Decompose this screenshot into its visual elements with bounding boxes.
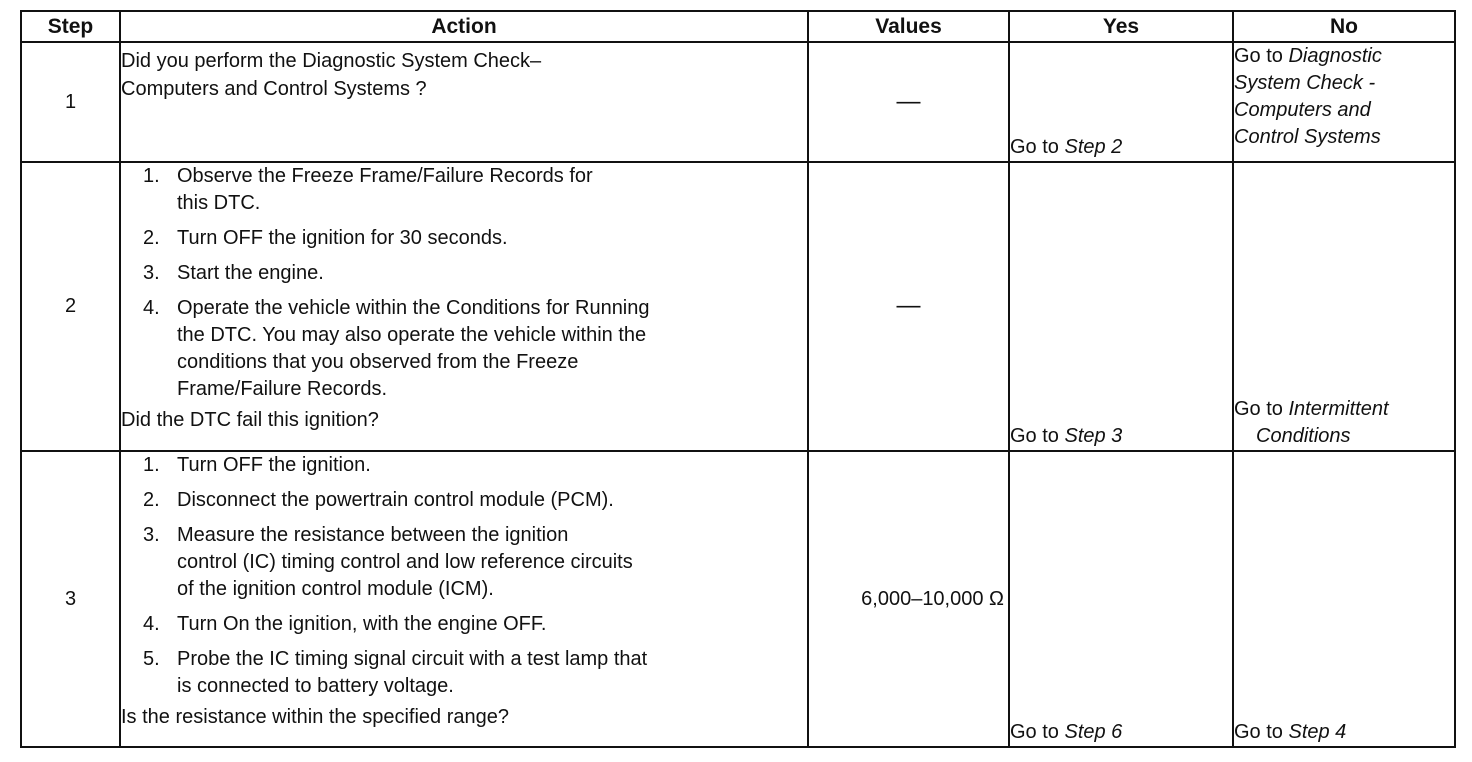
item-text: Probe the IC timing signal circuit with a test lamp that: [177, 648, 648, 670]
table-row: [21, 451, 1455, 747]
yes-prefix: Go to: [1010, 425, 1065, 447]
item-number: 3.: [143, 524, 160, 546]
item-number: 3.: [143, 262, 160, 284]
list-item: [121, 646, 807, 700]
no-target: Intermittent: [1288, 398, 1389, 420]
no-target: Step 4: [1288, 721, 1347, 743]
item-text: this DTC.: [177, 192, 261, 214]
header-step: Step: [21, 11, 120, 42]
value-cell: [808, 451, 1009, 747]
item-text: is connected to battery voltage.: [177, 675, 454, 697]
no-target: Diagnostic: [1288, 45, 1382, 67]
table-row: [21, 42, 1455, 162]
item-text: Turn OFF the ignition.: [177, 454, 371, 476]
action-cell: [120, 451, 808, 747]
list-item: [121, 611, 807, 638]
action-list: [121, 452, 807, 700]
action-list: [121, 163, 807, 403]
step-number: 3: [21, 451, 120, 747]
list-item: [121, 163, 807, 217]
item-number: 2.: [143, 489, 160, 511]
item-text: Turn OFF the ignition for 30 seconds.: [177, 227, 508, 249]
value-text: —: [896, 292, 921, 319]
item-text: Turn On the ignition, with the engine OFF.: [177, 613, 547, 635]
no-prefix: Go to: [1234, 398, 1289, 420]
list-item: [121, 487, 807, 514]
value-text: —: [896, 87, 921, 115]
no-cell: [1233, 162, 1455, 451]
header-yes: Yes: [1009, 11, 1233, 42]
step-number: 2: [21, 162, 120, 451]
header-row: [21, 11, 1455, 42]
yes-target: Step 3: [1064, 425, 1123, 447]
value-cell: [808, 162, 1009, 451]
header-values: Values: [808, 11, 1009, 42]
diagnostic-table: [20, 10, 1456, 748]
list-item: [121, 260, 807, 287]
yes-target: Step 2: [1064, 136, 1123, 158]
step-number: 1: [21, 42, 120, 162]
no-target: Control Systems: [1234, 126, 1381, 148]
item-number: 4.: [143, 613, 160, 635]
item-number: 1.: [143, 165, 160, 187]
action-cell: [120, 162, 808, 451]
item-number: 1.: [143, 454, 160, 476]
no-prefix: Go to: [1234, 721, 1289, 743]
list-item: [121, 225, 807, 252]
item-text: Disconnect the powertrain control module (PCM).: [177, 489, 614, 511]
action-text: Computers and Control Systems ?: [121, 78, 427, 100]
no-prefix: Go to: [1234, 45, 1289, 67]
no-cell: [1233, 42, 1455, 162]
table-row: [21, 162, 1455, 451]
item-text: Operate the vehicle within the Conditions for Running: [177, 297, 650, 319]
no-cell: [1233, 451, 1455, 747]
item-text: Frame/Failure Records.: [177, 378, 388, 400]
item-text: Observe the Freeze Frame/Failure Records for: [177, 165, 593, 187]
list-item: [121, 295, 807, 403]
item-text: Measure the resistance between the ignition: [177, 524, 569, 546]
action-question: Is the resistance within the specified range?: [121, 706, 509, 728]
value-text: 6,000–10,000 Ω: [861, 587, 1004, 610]
item-text: control (IC) timing control and low reference circuits: [177, 551, 633, 573]
item-number: 2.: [143, 227, 160, 249]
item-text: Start the engine.: [177, 262, 324, 284]
action-question: Did the DTC fail this ignition?: [121, 409, 379, 431]
yes-prefix: Go to: [1010, 136, 1065, 158]
no-target: Conditions: [1256, 425, 1351, 447]
item-text: conditions that you observed from the Freeze: [177, 351, 579, 373]
item-number: 5.: [143, 648, 160, 670]
value-cell: [808, 42, 1009, 162]
yes-cell: [1009, 451, 1233, 747]
action-text: Did you perform the Diagnostic System Check–: [121, 50, 542, 72]
yes-target: Step 6: [1064, 721, 1123, 743]
yes-cell: [1009, 42, 1233, 162]
no-target: System Check -: [1234, 72, 1376, 94]
header-no: No: [1233, 11, 1455, 42]
header-action: Action: [120, 11, 808, 42]
yes-prefix: Go to: [1010, 721, 1065, 743]
item-text: of the ignition control module (ICM).: [177, 578, 494, 600]
no-target: Computers and: [1234, 99, 1371, 121]
list-item: [121, 522, 807, 603]
action-cell: [120, 42, 808, 162]
item-number: 4.: [143, 297, 160, 319]
list-item: [121, 452, 807, 479]
item-text: the DTC. You may also operate the vehicle within the: [177, 324, 647, 346]
yes-cell: [1009, 162, 1233, 451]
